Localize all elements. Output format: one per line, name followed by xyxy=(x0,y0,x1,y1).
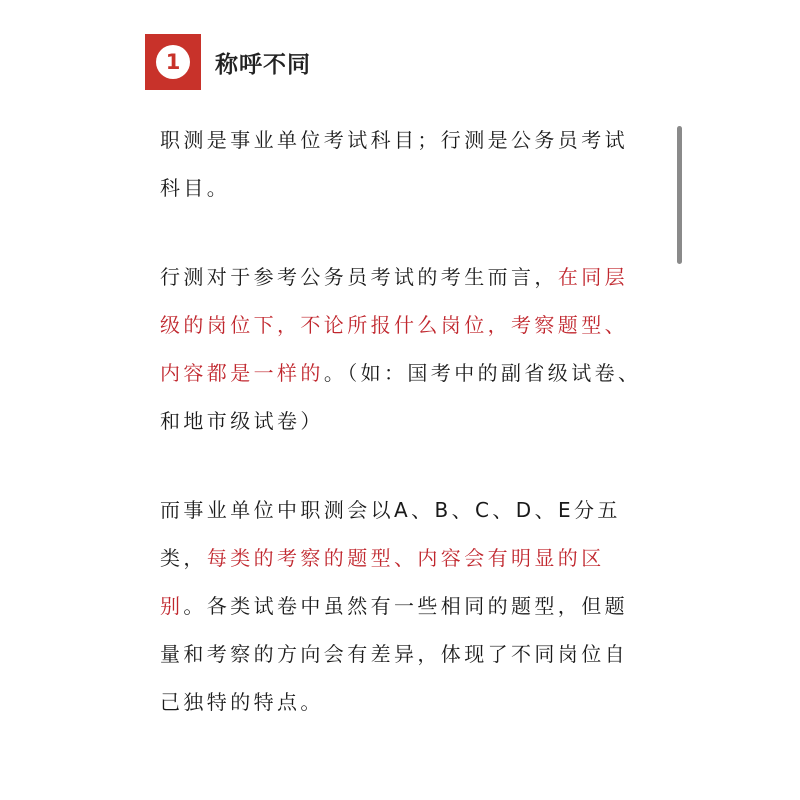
paragraph-3-highlight: 每类的考察的题型、内容会有明显的区别 xyxy=(160,546,605,618)
paragraph-1-text: 职测是事业单位考试科目；行测是公务员考试科目。 xyxy=(160,128,628,200)
section-number: 1 xyxy=(156,45,190,79)
section-number-badge xyxy=(145,34,201,90)
article-body xyxy=(160,116,645,767)
paragraph-2-highlight: 在同层级的岗位下，不论所报什么岗位，考察题型、内容都是一样的 xyxy=(160,265,629,385)
paragraph-2 xyxy=(160,253,645,445)
paragraph-2-text-a: 行测对于参考公务员考试的考生而言， xyxy=(160,265,558,289)
paragraph-2-text-b: 。（如：国考中的副省级试卷、和地市级试卷） xyxy=(160,361,642,433)
paragraph-3-text-a: 而事业单位中职测会以A、B、C、D、E分五类， xyxy=(160,498,621,570)
section-title: 称呼不同 xyxy=(215,51,311,78)
paragraph-1 xyxy=(160,116,645,212)
vertical-scrollbar[interactable] xyxy=(677,126,682,264)
paragraph-3 xyxy=(160,486,645,726)
section-heading xyxy=(145,34,311,90)
paragraph-3-text-b: 。各类试卷中虽然有一些相同的题型，但题量和考察的方向会有差异，体现了不同岗位自己独特的特点。 xyxy=(160,594,629,714)
